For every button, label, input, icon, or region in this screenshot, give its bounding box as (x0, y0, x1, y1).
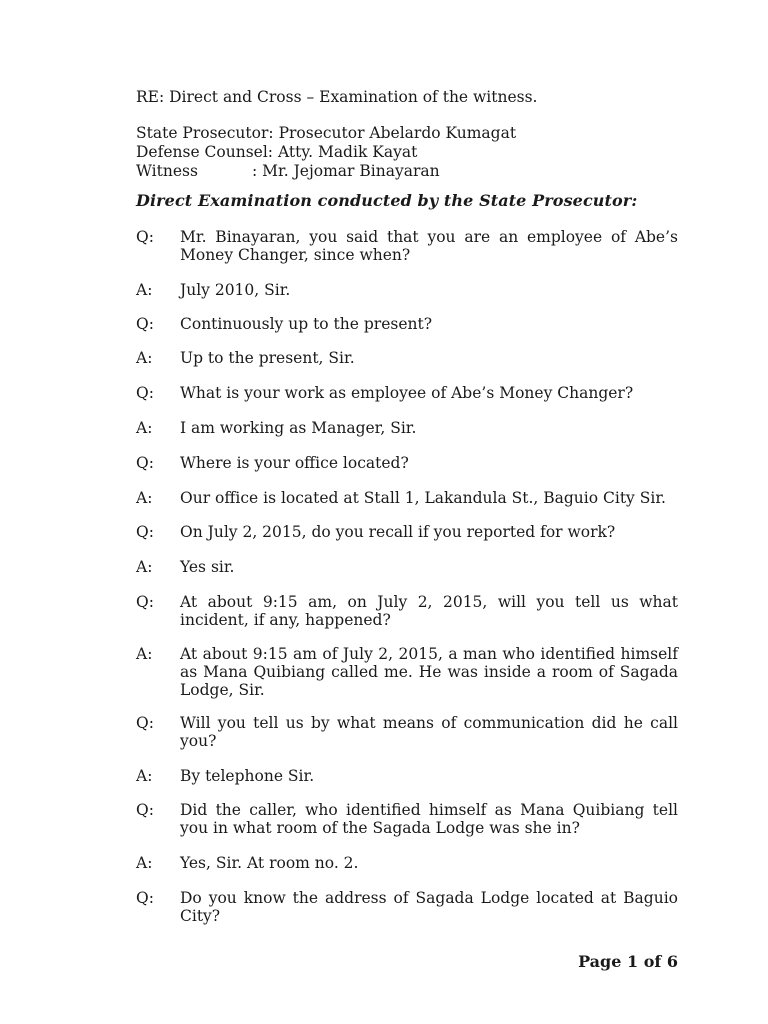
current-page: 1 (627, 952, 639, 971)
qa-item (136, 489, 678, 507)
qa-text: I am working as Manager, Sir. (180, 419, 417, 437)
counsel-row (136, 143, 696, 162)
qa-text: At about 9:15 am, on July 2, 2015, will you tell us what incident, if any, happened? (180, 593, 678, 629)
qa-item (136, 419, 678, 437)
qa-text: By telephone Sir. (180, 767, 315, 785)
witness-row (136, 162, 696, 181)
qa-label: Q: (136, 315, 154, 333)
qa-label: A: (136, 767, 153, 785)
qa-item (136, 384, 678, 402)
qa-text: Do you know the address of Sagada Lodge located at Baguio City? (180, 889, 678, 925)
prosecutor-value: Prosecutor Abelardo Kumagat (278, 124, 517, 142)
qa-label: A: (136, 281, 153, 299)
qa-item (136, 854, 678, 872)
qa-item (136, 645, 678, 699)
qa-label: Q: (136, 889, 154, 907)
qa-text: Mr. Binayaran, you said that you are an employee of Abe’s Money Changer, since when? (180, 228, 678, 264)
qa-text: Did the caller, who identified himself as Mana Quibiang tell you in what room of the Sagada Lodge was she in? (180, 801, 678, 837)
qa-label: A: (136, 489, 153, 507)
prosecutor-row (136, 124, 696, 143)
qa-item (136, 558, 678, 576)
total-pages: 6 (666, 952, 678, 971)
qa-label: Q: (136, 384, 154, 402)
qa-item (136, 454, 678, 472)
qa-label: A: (136, 645, 153, 663)
witness-value: : Mr. Jejomar Binayaran (252, 162, 440, 180)
qa-item (136, 714, 678, 750)
prosecutor-label: State Prosecutor: (136, 124, 274, 142)
qa-item (136, 767, 678, 785)
of-word: of (643, 952, 662, 971)
qa-item (136, 593, 678, 629)
qa-item (136, 889, 678, 925)
witness-label: Witness (136, 162, 198, 180)
qa-label: Q: (136, 228, 154, 246)
counsel-label: Defense Counsel: (136, 143, 274, 161)
qa-item (136, 349, 678, 367)
qa-label: Q: (136, 801, 154, 819)
qa-text: At about 9:15 am of July 2, 2015, a man who identified himself as Mana Quibiang called me. He was inside a room of Sagada Lodge, Sir. (180, 645, 678, 699)
qa-item (136, 523, 678, 541)
qa-text: Yes sir. (180, 558, 235, 576)
qa-text: Continuously up to the present? (180, 315, 433, 333)
qa-label: Q: (136, 523, 154, 541)
qa-label: A: (136, 558, 153, 576)
qa-item (136, 281, 678, 299)
section-title: Direct Examination conducted by the State Prosecutor: (136, 191, 638, 210)
qa-text: On July 2, 2015, do you recall if you reported for work? (180, 523, 616, 541)
qa-label: A: (136, 419, 153, 437)
document-header (136, 88, 696, 181)
qa-text: Where is your office located? (180, 454, 409, 472)
qa-label: Q: (136, 454, 154, 472)
qa-label: A: (136, 349, 153, 367)
qa-item (136, 228, 678, 264)
qa-text: July 2010, Sir. (180, 281, 291, 299)
qa-text: What is your work as employee of Abe’s Money Changer? (180, 384, 634, 402)
qa-text: Will you tell us by what means of communication did he call you? (180, 714, 678, 750)
qa-text: Up to the present, Sir. (180, 349, 355, 367)
qa-item (136, 801, 678, 837)
page-word: Page (578, 952, 622, 971)
counsel-value: Atty. Madik Kayat (278, 143, 418, 161)
qa-label: Q: (136, 593, 154, 611)
qa-text: Yes, Sir. At room no. 2. (180, 854, 359, 872)
page-number (578, 952, 678, 971)
qa-item (136, 315, 678, 333)
qa-label: A: (136, 854, 153, 872)
qa-text: Our office is located at Stall 1, Lakandula St., Baguio City Sir. (180, 489, 666, 507)
re-line: RE: Direct and Cross – Examination of the witness. (136, 88, 538, 106)
qa-label: Q: (136, 714, 154, 732)
